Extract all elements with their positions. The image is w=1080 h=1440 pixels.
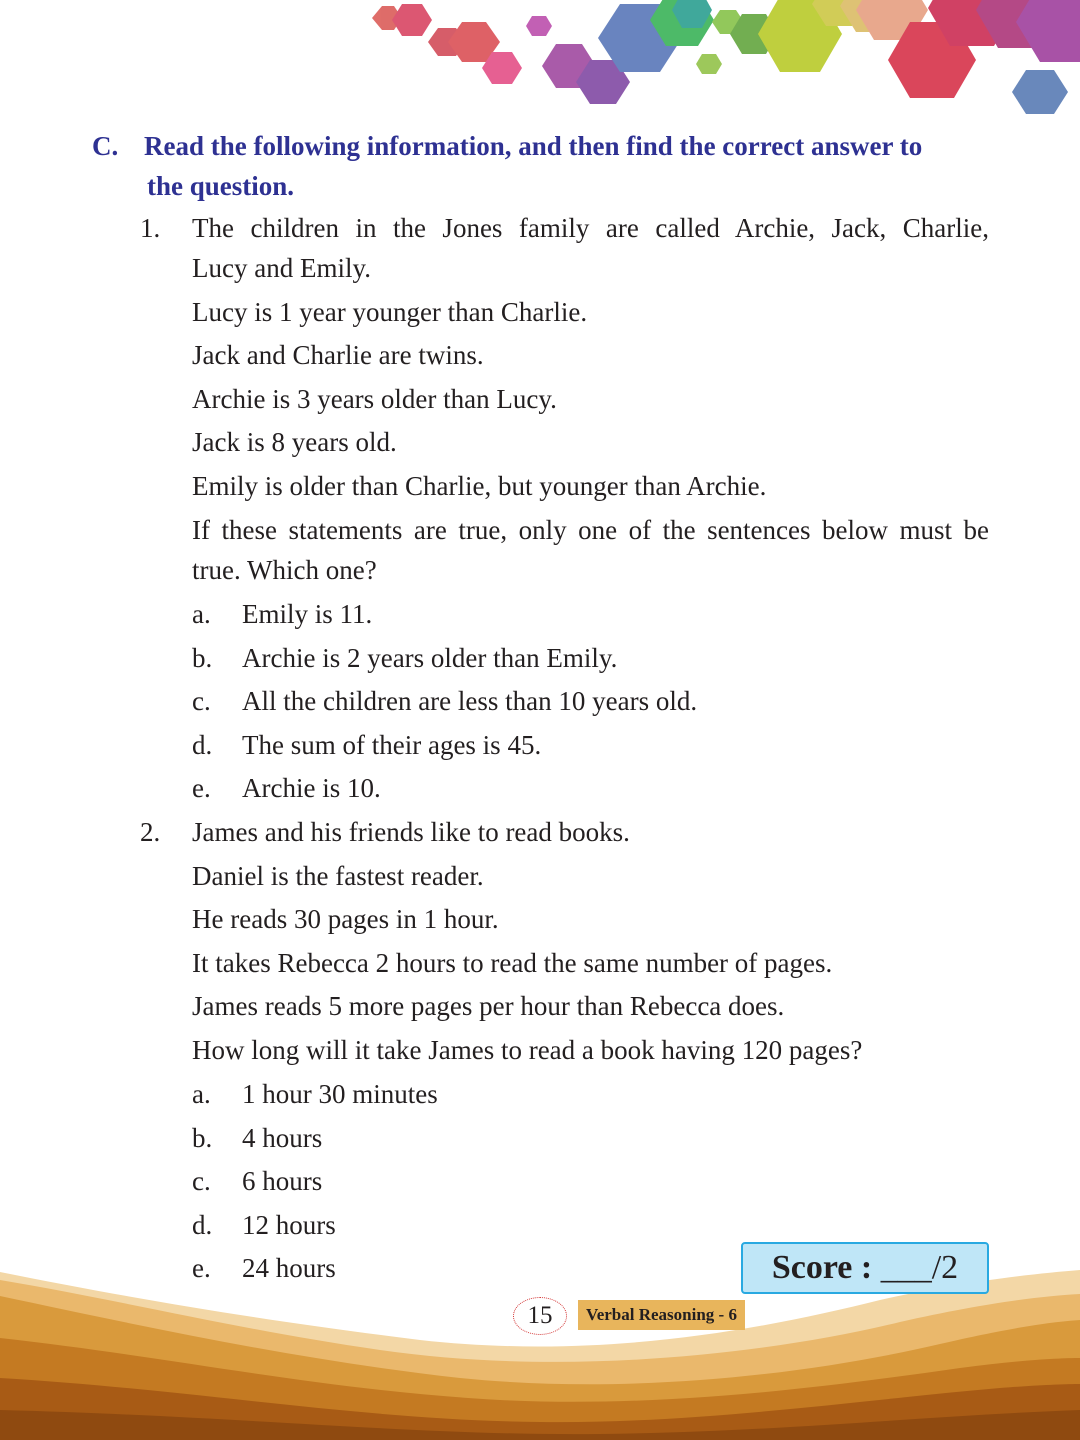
question-1-line: Jack is 8 years old. [192,427,397,457]
decorative-hexagon-banner [0,0,1080,130]
question-1-line: If these statements are true, only one of the sentences below must be [192,515,989,545]
option-text: Archie is 2 years older than Emily. [242,643,618,673]
option-letter: a. [192,599,211,629]
option-text: 4 hours [242,1123,323,1153]
option-text: 6 hours [242,1166,323,1196]
question-1-number: 1. [140,213,161,243]
question-1-line: Lucy and Emily. [192,253,371,283]
section-letter: C. [92,131,119,161]
section-heading [92,126,992,206]
option-letter: d. [192,730,213,760]
question-2-line: He reads 30 pages in 1 hour. [192,904,499,934]
hexagon-shape [392,4,432,36]
option-text: Emily is 11. [242,599,373,629]
section-title-line1: Read the following information, and then find the correct answer to [144,131,923,161]
option-text: All the children are less than 10 years old. [242,686,698,716]
question-2-line: James reads 5 more pages per hour than Rebecca does. [192,991,785,1021]
option-text: Archie is 10. [242,773,381,803]
question-2-line: It takes Rebecca 2 hours to read the same number of pages. [192,948,833,978]
option-text: 1 hour 30 minutes [242,1079,438,1109]
hexagon-shape [696,54,722,74]
question-1-line: true. Which one? [192,555,377,585]
option-letter: e. [192,773,211,803]
option-text: 12 hours [242,1210,336,1240]
section-title-line2: the question. [147,171,295,201]
option-letter: e. [192,1253,211,1283]
question-1-line: The children in the Jones family are called Archie, Jack, Charlie, [192,213,989,243]
score-max: /2 [931,1249,959,1286]
question-1-line: Archie is 3 years older than Lucy. [192,384,557,414]
score-box [741,1242,989,1294]
hexagon-shape [1012,70,1068,114]
hexagon-shape [1016,0,1080,62]
option-letter: c. [192,1166,211,1196]
option-text: The sum of their ages is 45. [242,730,542,760]
question-1-line: Jack and Charlie are twins. [192,340,484,370]
question-2-line: How long will it take James to read a book having 120 pages? [192,1035,863,1065]
option-letter: b. [192,643,213,673]
option-letter: d. [192,1210,213,1240]
option-letter: b. [192,1123,213,1153]
question-2-number: 2. [140,817,161,847]
question-2-line: Daniel is the fastest reader. [192,861,484,891]
page-number: 15 [513,1297,567,1335]
hexagon-shape [526,16,552,36]
option-letter: a. [192,1079,211,1109]
option-text: 24 hours [242,1253,336,1283]
option-letter: c. [192,686,211,716]
score-blank: ___ [880,1249,932,1286]
question-1-line: Lucy is 1 year younger than Charlie. [192,297,588,327]
book-title-tag: Verbal Reasoning - 6 [578,1300,745,1330]
question-1-line: Emily is older than Charlie, but younger than Archie. [192,471,767,501]
score-label: Score : [771,1249,873,1286]
question-2-line: James and his friends like to read books. [192,817,630,847]
